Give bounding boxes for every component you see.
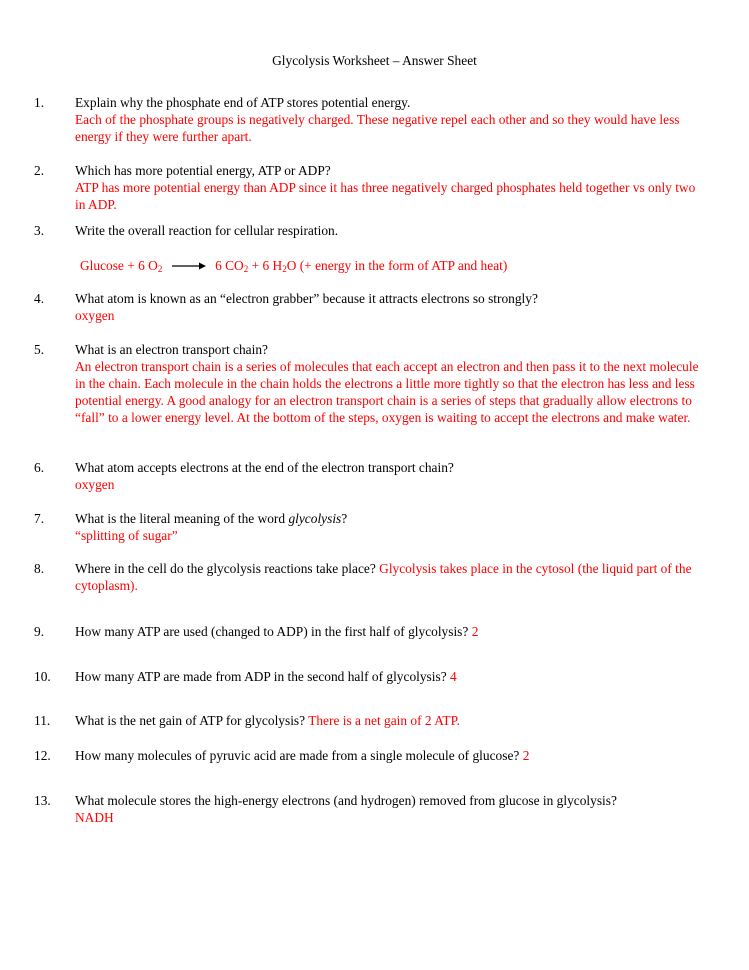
question-text: What is the net gain of ATP for glycolysis? bbox=[75, 713, 306, 728]
question-7 bbox=[0, 510, 749, 544]
question-text: Which has more potential energy, ATP or ADP? bbox=[75, 163, 331, 178]
question-text: How many molecules of pyruvic acid are made from a single molecule of glucose? bbox=[75, 748, 520, 763]
question-number: 10. bbox=[34, 669, 51, 684]
page-title: Glycolysis Worksheet – Answer Sheet bbox=[272, 53, 477, 68]
question-11 bbox=[0, 712, 749, 729]
question-number: 7. bbox=[34, 511, 45, 526]
question-number: 4. bbox=[34, 291, 45, 306]
answer-text: 2 bbox=[522, 748, 530, 763]
question-number: 11. bbox=[34, 713, 51, 728]
equation-subscript: 2 bbox=[157, 264, 163, 274]
question-6 bbox=[0, 459, 749, 493]
equation-subscript: 2 bbox=[243, 264, 249, 274]
question-9 bbox=[0, 623, 749, 640]
answer-text: ATP has more potential energy than ADP since it has three negatively charged phosphates held together vs only two in ADP. bbox=[75, 180, 696, 212]
question-text: What molecule stores the high-energy electrons (and hydrogen) removed from glucose in glycolysis? bbox=[75, 793, 617, 808]
question-number: 9. bbox=[34, 624, 45, 639]
question-4 bbox=[0, 290, 749, 324]
answer-text: 4 bbox=[450, 669, 457, 684]
question-12 bbox=[0, 747, 749, 764]
answer-text: Glycolysis takes place in the cytosol (the liquid part of the cytoplasm). bbox=[75, 561, 692, 593]
question-13 bbox=[0, 792, 749, 826]
question-number: 8. bbox=[34, 561, 45, 576]
question-number: 5. bbox=[34, 342, 45, 357]
question-3 bbox=[0, 222, 749, 239]
question-2 bbox=[0, 162, 749, 213]
question-text: What is an electron transport chain? bbox=[75, 342, 268, 357]
question-text: What atom is known as an “electron grabber” because it attracts electrons so strongly? bbox=[75, 291, 538, 306]
answer-text: An electron transport chain is a series of molecules that each accept an electron and then pass it to the next molecule in the chain. Each molecule in the chain holds the electrons a little more tightly so that the electron has less and less potential energy. A good analogy for an electron transport chain is a series of steps that gradually allow electrons to “fall” to a lower energy level. At the bottom of the steps, oxygen is waiting to accept the electrons and make water. bbox=[75, 359, 699, 425]
question-text: Write the overall reaction for cellular respiration. bbox=[75, 223, 339, 238]
question-10 bbox=[0, 668, 749, 685]
question-text: Where in the cell do the glycolysis reactions take place? bbox=[75, 561, 376, 576]
question-1 bbox=[0, 94, 749, 145]
question-8 bbox=[0, 560, 749, 594]
question-text: How many ATP are used (changed to ADP) in the first half of glycolysis? bbox=[75, 624, 469, 639]
answer-text: oxygen bbox=[75, 477, 115, 492]
answer-text: NADH bbox=[75, 810, 114, 825]
respiration-equation bbox=[80, 257, 507, 274]
question-number: 13. bbox=[34, 793, 51, 808]
equation-reactants: Glucose + 6 O bbox=[80, 258, 158, 273]
question-number: 1. bbox=[34, 95, 45, 110]
answer-text: There is a net gain of 2 ATP. bbox=[308, 713, 460, 728]
equation-product-h2o: + 6 H bbox=[248, 258, 283, 273]
question-5 bbox=[0, 341, 749, 426]
reaction-arrow-icon bbox=[172, 262, 206, 270]
question-number: 12. bbox=[34, 748, 51, 763]
equation-energy: O (+ energy in the form of ATP and heat) bbox=[286, 258, 508, 273]
equation-subscript: 2 bbox=[282, 264, 287, 274]
answer-text: oxygen bbox=[75, 308, 115, 323]
question-number: 3. bbox=[34, 223, 45, 238]
question-text: How many ATP are made from ADP in the second half of glycolysis? bbox=[75, 669, 447, 684]
question-number: 2. bbox=[34, 163, 45, 178]
question-text: Explain why the phosphate end of ATP stores potential energy. bbox=[75, 95, 411, 110]
answer-text: “splitting of sugar” bbox=[75, 528, 178, 543]
question-text: What atom accepts electrons at the end of the electron transport chain? bbox=[75, 460, 454, 475]
answer-text: 2 bbox=[471, 624, 479, 639]
equation-product-co2: 6 CO bbox=[215, 258, 244, 273]
question-number: 6. bbox=[34, 460, 45, 475]
question-text: What is the literal meaning of the word glycolysis? bbox=[75, 511, 348, 526]
glycolysis-term: glycolysis bbox=[288, 511, 342, 526]
answer-text: Each of the phosphate groups is negatively charged. These negative repel each other and so they would have less energy if they were further apart. bbox=[75, 112, 680, 144]
